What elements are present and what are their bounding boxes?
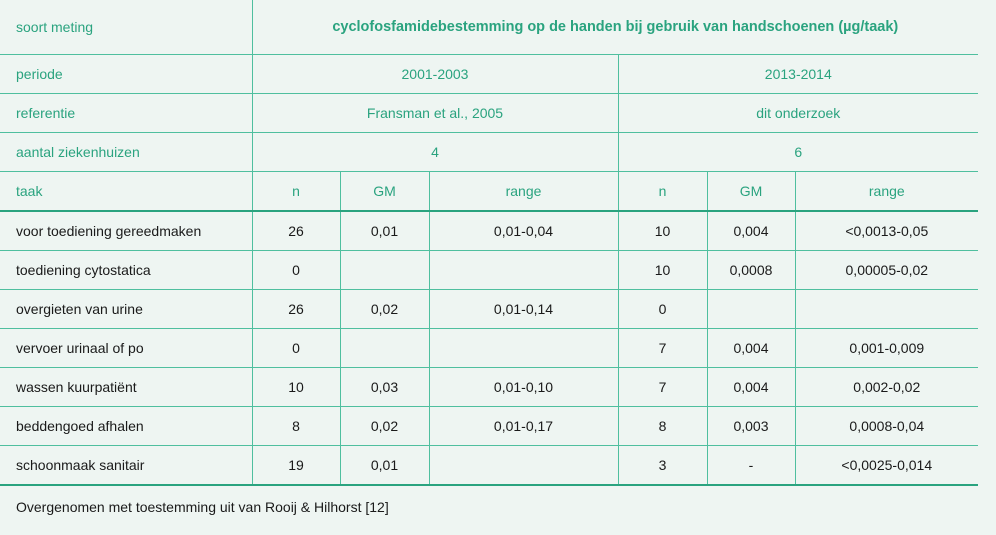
cell-gm1: 0,02 (340, 407, 429, 446)
cell-n2: 10 (618, 251, 707, 290)
cell-range1 (429, 251, 618, 290)
row-label-ziekenhuizen: aantal ziekenhuizen (0, 133, 252, 172)
ziekenhuizen-b: 6 (618, 133, 978, 172)
cell-gm2: 0,0008 (707, 251, 795, 290)
row-label-referentie: referentie (0, 94, 252, 133)
cell-n2: 0 (618, 290, 707, 329)
col-header-n-b: n (618, 172, 707, 212)
cell-range2: 0,0008-0,04 (795, 407, 978, 446)
cell-gm2 (707, 290, 795, 329)
header-row-ziekenhuizen (0, 133, 978, 172)
cell-n2: 3 (618, 446, 707, 486)
header-row-referentie (0, 94, 978, 133)
cell-gm2: 0,004 (707, 211, 795, 251)
row-label-periode: periode (0, 55, 252, 94)
cell-gm2: 0,003 (707, 407, 795, 446)
cell-n1: 0 (252, 251, 340, 290)
cell-range2: <0,0025-0,014 (795, 446, 978, 486)
referentie-b: dit onderzoek (618, 94, 978, 133)
cell-range2 (795, 290, 978, 329)
table-row (0, 290, 978, 329)
cell-taak: beddengoed afhalen (0, 407, 252, 446)
table-row (0, 211, 978, 251)
table-row (0, 329, 978, 368)
cell-n2: 8 (618, 407, 707, 446)
cell-gm1: 0,01 (340, 446, 429, 486)
cell-gm1 (340, 329, 429, 368)
cell-gm1: 0,03 (340, 368, 429, 407)
col-header-range-a: range (429, 172, 618, 212)
col-header-taak: taak (0, 172, 252, 212)
cell-n1: 19 (252, 446, 340, 486)
cell-range2: 0,002-0,02 (795, 368, 978, 407)
cell-taak: vervoer urinaal of po (0, 329, 252, 368)
cell-n1: 8 (252, 407, 340, 446)
ziekenhuizen-a: 4 (252, 133, 618, 172)
cell-taak: toediening cytostatica (0, 251, 252, 290)
cell-gm2: 0,004 (707, 329, 795, 368)
cell-gm2: - (707, 446, 795, 486)
cell-taak: wassen kuurpatiënt (0, 368, 252, 407)
cell-range2: 0,001-0,009 (795, 329, 978, 368)
cell-taak: schoonmaak sanitair (0, 446, 252, 486)
cell-range1: 0,01-0,17 (429, 407, 618, 446)
cell-range2: <0,0013-0,05 (795, 211, 978, 251)
cell-taak: overgieten van urine (0, 290, 252, 329)
cell-gm1: 0,02 (340, 290, 429, 329)
cell-n1: 10 (252, 368, 340, 407)
cell-range1: 0,01-0,04 (429, 211, 618, 251)
cell-range1 (429, 329, 618, 368)
cell-gm1 (340, 251, 429, 290)
cell-taak: voor toediening gereedmaken (0, 211, 252, 251)
periode-a: 2001-2003 (252, 55, 618, 94)
cell-gm1: 0,01 (340, 211, 429, 251)
cell-n2: 7 (618, 368, 707, 407)
table-row (0, 368, 978, 407)
col-label-soort-meting: soort meting (0, 0, 252, 55)
cell-n1: 26 (252, 290, 340, 329)
header-row-title (0, 0, 978, 55)
table-row (0, 407, 978, 446)
table-title: cyclofosfamidebestemming op de handen bij gebruik van handschoenen (µg/taak) (252, 0, 978, 55)
periode-b: 2013-2014 (618, 55, 978, 94)
cell-range1: 0,01-0,14 (429, 290, 618, 329)
cell-n1: 0 (252, 329, 340, 368)
cell-n1: 26 (252, 211, 340, 251)
footnote: Overgenomen met toestemming uit van Rooij & Hilhorst [12] (16, 499, 389, 515)
col-header-gm-a: GM (340, 172, 429, 212)
col-header-gm-b: GM (707, 172, 795, 212)
col-header-range-b: range (795, 172, 978, 212)
cell-range1 (429, 446, 618, 486)
header-row-periode (0, 55, 978, 94)
cell-gm2: 0,004 (707, 368, 795, 407)
table-row (0, 446, 978, 486)
referentie-a: Fransman et al., 2005 (252, 94, 618, 133)
cell-n2: 10 (618, 211, 707, 251)
column-header-row (0, 172, 978, 212)
cell-range1: 0,01-0,10 (429, 368, 618, 407)
col-header-n-a: n (252, 172, 340, 212)
cell-n2: 7 (618, 329, 707, 368)
cell-range2: 0,00005-0,02 (795, 251, 978, 290)
table-row (0, 251, 978, 290)
